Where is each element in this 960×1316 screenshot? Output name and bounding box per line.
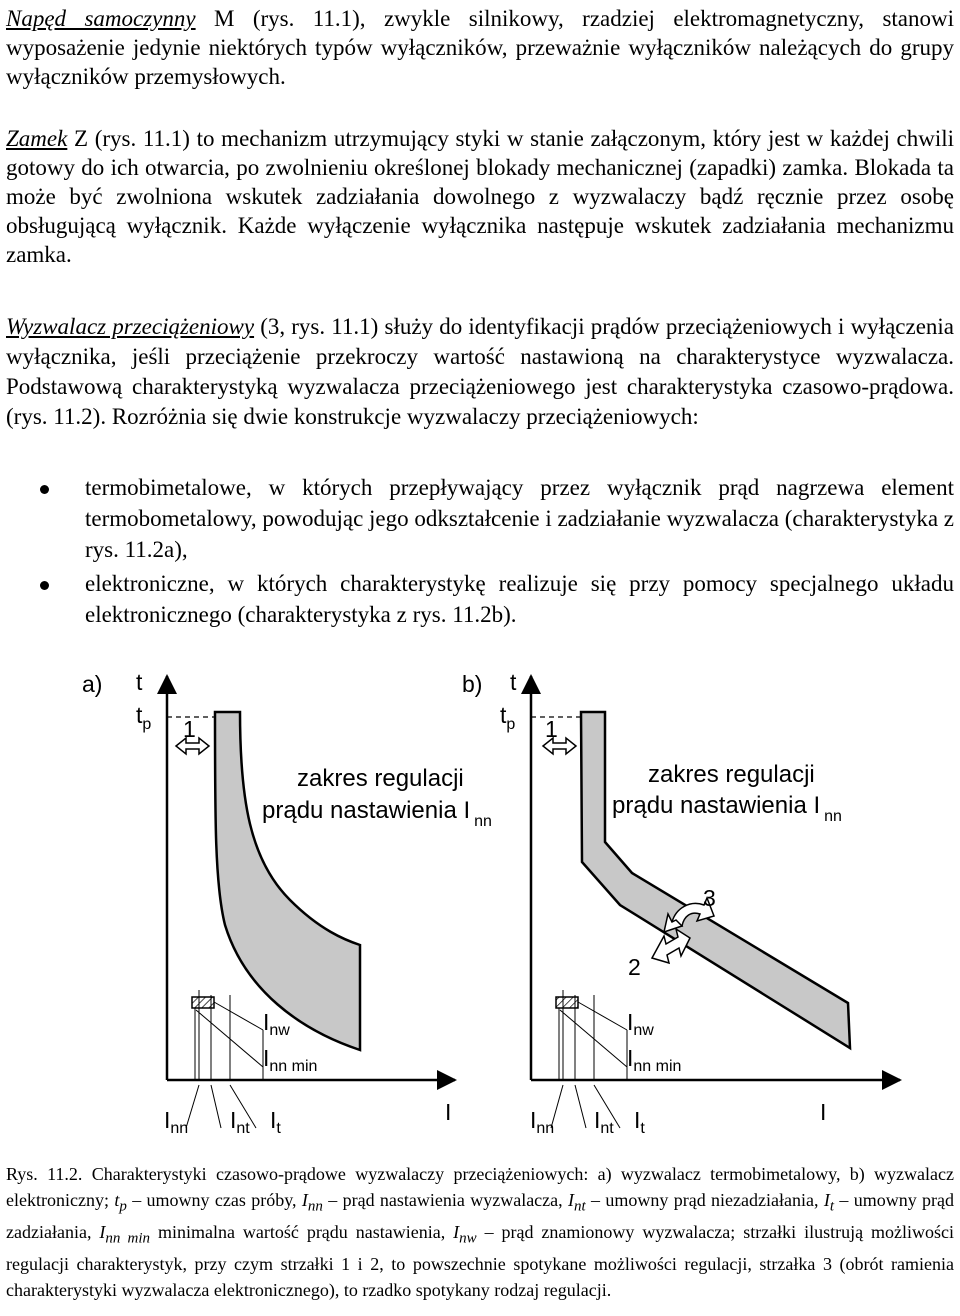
panel-b-inn-label: $I_{nn}$ bbox=[530, 1107, 555, 1137]
panel-a-int-label: $I_{nt}$ bbox=[230, 1107, 250, 1137]
panel-b-y-axis-label: t bbox=[510, 669, 517, 695]
panel-a bbox=[82, 669, 492, 1137]
panel-a-y-axis-label: t bbox=[136, 669, 143, 695]
panel-b-int-label: $I_{nt}$ bbox=[594, 1107, 614, 1137]
panel-b-arrow-1-label: 1 bbox=[545, 716, 558, 742]
panel-a-x-axis-label: I bbox=[445, 1099, 452, 1125]
panel-a-arrow-1-label: 1 bbox=[183, 716, 196, 742]
paragraph-zamek-text: Z (rys. 11.1) to mechanizm utrzymujący styki w stanie załączonym, który jest w każdej chwili gotowy do ich otwarcia, po zwolnieniu określonej blokady mechanicznej (zapadki) zamka. Blokada ta może być zwolniona wskutek zadziałania dowolnego z wyzwalaczy bądź ręcznie przez osobę obsługującą wyłącznik. Każde wyłączenie wyłącznika następuje wskutek zadziałania mechanizmu zamka. bbox=[6, 126, 954, 267]
panel-a-innmin-label: $I_{nn min}$ bbox=[263, 1045, 318, 1075]
panel-b-arrow-2-label: 2 bbox=[628, 954, 641, 980]
term-naped: Napęd samoczynny bbox=[6, 6, 196, 31]
panel-a-inn-label: $I_{nn}$ bbox=[164, 1107, 189, 1137]
panel-b-region-line2: prądu nastawienia I $_{nn}$ bbox=[612, 792, 842, 825]
figure-caption: Rys. 11.2. Charakterystyki czasowo-prądowe wyzwalaczy przeciążeniowych: a) wyzwalacz termobimetalowy, b) wyzwalacz elektroniczny; $t_p$ – umowny czas próby, $I_{nn}$ – prąd nastawienia wyzwalacza, $I_{nt}$ – umowny prąd niezadziałania, $I_t$ – umowny prąd zadziałania, $I_{nn min}$ minimalna wartość prądu nastawienia, $I_{nw}$ – prąd znamionowy wyzwalacza; strzałki ilustrują możliwości regulacji charakterystyk, przy czym strzałki 1 i 2, to powszechnie spotykane możliwości regulacji, strzałka 3 (obrót ramienia charakterystyki wyzwalacza elektronicznego), to rzadko spotykany rodzaj regulacji. bbox=[6, 1164, 955, 1300]
panel-b bbox=[462, 669, 900, 1137]
panel-b-inw-label: $I_{nw}$ bbox=[627, 1009, 654, 1039]
panel-b-region-line1: zakres regulacji bbox=[648, 761, 815, 788]
panel-b-inw-leader bbox=[578, 1002, 627, 1030]
panel-b-it-label: $I_t$ bbox=[634, 1107, 645, 1137]
panel-a-tp-label: $t_p$ bbox=[136, 702, 152, 733]
paragraph-naped-text: M (rys. 11.1), zwykle silnikowy, rzadziej elektromagnetyczny, stanowi wyposażenie jedynie niektórych typów wyłączników, przeważnie wyłączników należących do grupy wyłączników przemysłowych. bbox=[6, 6, 955, 89]
panel-a-setting-range-box bbox=[192, 997, 214, 1008]
panel-b-x-axis-label: I bbox=[820, 1099, 827, 1125]
bullet-text: termobimetalowe, w których przepływający przez wyłącznik prąd nagrzewa element termobometalowy, powodując jego odkształcenie i zadziałanie wyzwalacza (charakterystyka z rys. 11.2a), bbox=[85, 475, 954, 562]
figure-characteristics bbox=[0, 650, 960, 1160]
paragraph-zamek bbox=[6, 124, 954, 269]
panel-a-inw-leader bbox=[214, 1002, 263, 1030]
panel-b-arrow-3-label: 3 bbox=[703, 885, 716, 911]
bullet-icon bbox=[40, 581, 49, 590]
term-zamek: Zamek bbox=[6, 126, 68, 151]
panel-b-setting-range-box bbox=[556, 997, 578, 1008]
panel-a-it-label: $I_t$ bbox=[270, 1107, 281, 1137]
panel-b-label: b) bbox=[462, 671, 483, 697]
paragraph-wyzwalacz bbox=[6, 312, 954, 432]
term-wyzwalacz: Wyzwalacz przeciążeniowy bbox=[6, 314, 255, 339]
panel-a-inw-label: $I_{nw}$ bbox=[263, 1009, 290, 1039]
paragraph-naped bbox=[6, 4, 954, 91]
bullet-icon bbox=[40, 485, 49, 494]
panel-a-region-line2: prądu nastawienia I $_{nn}$ bbox=[262, 797, 492, 830]
panel-b-innmin-label: $I_{nn min}$ bbox=[627, 1045, 682, 1075]
panel-a-label: a) bbox=[82, 671, 103, 697]
paragraph-wyzwalacz-text: (3, rys. 11.1) służy do identyfikacji prądów przeciążeniowych i wyłączenia wyłącznika, jeśli przeciążenie przekroczy wartość nastawioną na charakterystyce wyzwalacza. Podstawową charakterystyką wyzwalacza przeciążeniowego jest charakterystyka czasowo-prądowa. (rys. 11.2). Rozróżnia się dwie konstrukcje wyzwalaczy przeciążeniowych: bbox=[6, 314, 955, 429]
panel-a-region-line1: zakres regulacji bbox=[297, 765, 464, 792]
panel-b-tp-label: $t_p$ bbox=[500, 702, 516, 733]
panel-a-characteristic-band bbox=[215, 712, 360, 1050]
bullet-text: elektroniczne, w których charakterystykę realizuje się przy pomocy specjalnego układu elektronicznego (charakterystyka z rys. 11.2b). bbox=[85, 571, 954, 627]
